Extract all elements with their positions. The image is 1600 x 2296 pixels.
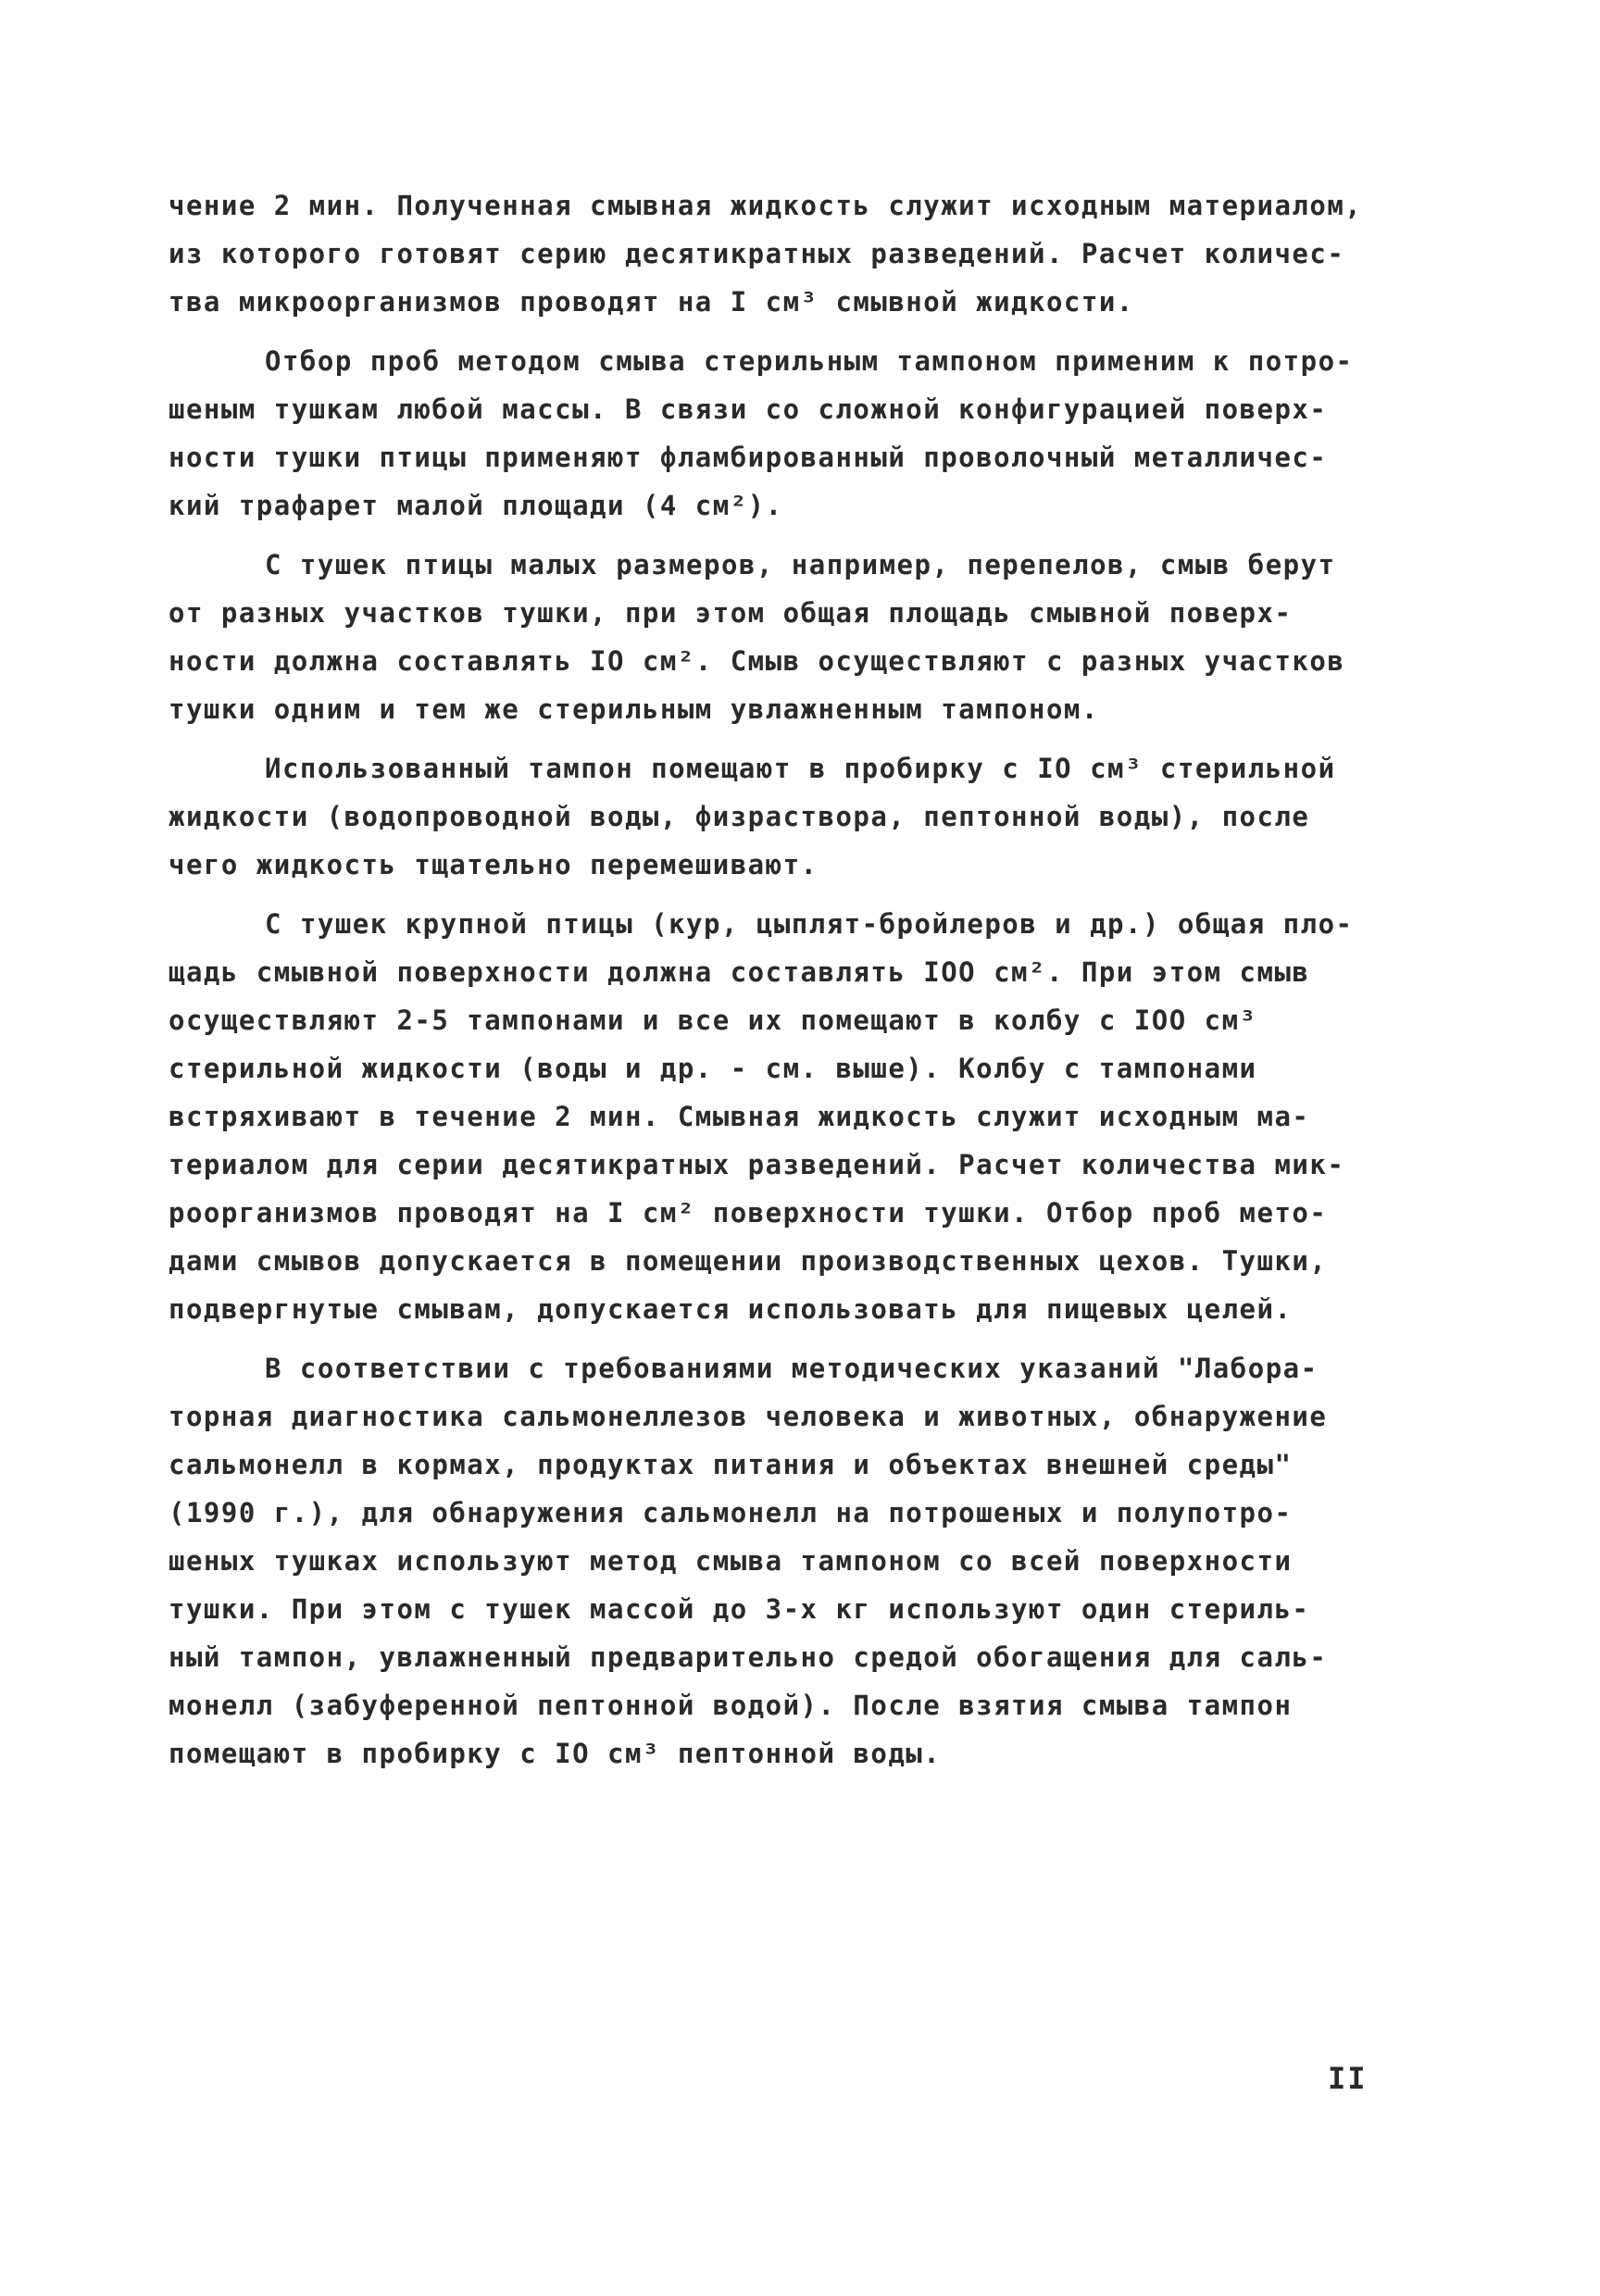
text-line: из которого готовят серию десятикратных разведений. Расчет количес- — [169, 238, 1345, 269]
text-line: тушки. При этом с тушек массой до 3-х кг используют один стериль- — [169, 1593, 1310, 1625]
body-text — [169, 181, 1419, 1789]
text-line: шеным тушкам любой массы. В связи со сложной конфигурацией поверх- — [169, 393, 1328, 425]
paragraph — [169, 744, 1419, 889]
text-line: торная диагностика сальмонеллезов человека и животных, обнаружение — [169, 1401, 1328, 1432]
paragraph — [169, 541, 1419, 733]
text-line: стерильной жидкости (воды и др. - см. выше). Колбу с тампонами — [169, 1053, 1257, 1084]
text-line: кий трафарет малой площади (4 см²). — [169, 490, 783, 521]
text-line: осуществляют 2-5 тампонами и все их помещают в колбу с IOO см³ — [169, 1004, 1257, 1036]
text-line: ности должна составлять IO см². Смыв осуществляют с разных участков — [169, 645, 1345, 677]
text-line: ный тампон, увлажненный предварительно средой обогащения для саль- — [169, 1641, 1328, 1673]
text-line: от разных участков тушки, при этом общая площадь смывной поверх- — [169, 597, 1293, 629]
text-line: ности тушки птицы применяют фламбированный проволочный металличес- — [169, 442, 1328, 473]
text-line: Использованный тампон помещают в пробирку с IO см³ стерильной — [265, 753, 1336, 784]
text-line: С тушек птицы малых размеров, например, перепелов, смыв берут — [265, 549, 1336, 580]
paragraph — [169, 1344, 1419, 1778]
text-line: роорганизмов проводят на I см² поверхности тушки. Отбор проб мето- — [169, 1197, 1328, 1229]
text-line: В соответствии с требованиями методических указаний "Лабора- — [265, 1353, 1319, 1384]
text-line: чего жидкость тщательно перемешивают. — [169, 849, 819, 880]
text-line: сальмонелл в кормах, продуктах питания и объектах внешней среды" — [169, 1449, 1293, 1480]
text-line: жидкости (водопроводной воды, физраствора, пептонной воды), после — [169, 801, 1310, 832]
text-line: щадь смывной поверхности должна составлять IOO см². При этом смыв — [169, 956, 1310, 988]
text-line: (1990 г.), для обнаружения сальмонелл на потрошеных и полупотро- — [169, 1497, 1293, 1529]
text-line: чение 2 мин. Полученная смывная жидкость служит исходным материалом, — [169, 190, 1363, 221]
paragraph — [169, 181, 1419, 326]
paragraph — [169, 900, 1419, 1333]
text-line: Отбор проб методом смыва стерильным тампоном применим к потро- — [265, 345, 1354, 377]
text-line: тва микроорганизмов проводят на I см³ смывной жидкости. — [169, 286, 1134, 318]
text-line: териалом для серии десятикратных разведений. Расчет количества мик- — [169, 1149, 1345, 1180]
text-line: монелл (забуференной пептонной водой). После взятия смыва тампон — [169, 1690, 1293, 1721]
text-line: шеных тушках используют метод смыва тампоном со всей поверхности — [169, 1545, 1293, 1577]
text-line: дами смывов допускается в помещении производственных цехов. Тушки, — [169, 1245, 1328, 1277]
page-number: II — [1328, 2061, 1368, 2096]
text-line: помещают в пробирку с IO см³ пептонной воды. — [169, 1738, 942, 1769]
text-line: С тушек крупной птицы (кур, цыплят-бройлеров и др.) общая пло- — [265, 908, 1354, 940]
text-line: встряхивают в течение 2 мин. Смывная жидкость служит исходным ма- — [169, 1101, 1310, 1132]
text-line: подвергнутые смывам, допускается использовать для пищевых целей. — [169, 1293, 1293, 1325]
paragraph — [169, 337, 1419, 530]
text-line: тушки одним и тем же стерильным увлажненным тампоном. — [169, 693, 1099, 725]
